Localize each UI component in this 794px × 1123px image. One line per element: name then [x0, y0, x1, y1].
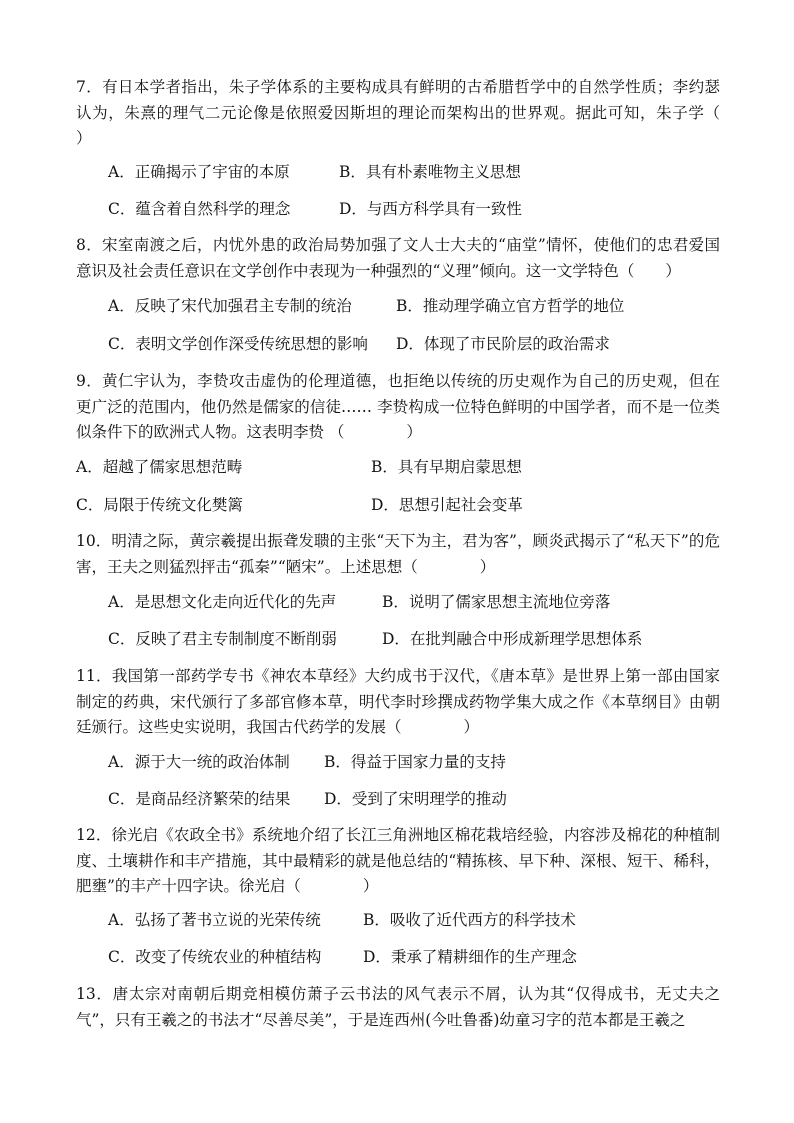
- question-9-stem: [76, 369, 720, 446]
- question-10-stem: [76, 529, 720, 580]
- question-stem-text: 10．明清之际，黄宗羲提出振聋发聩的主张“天下为主，君为客”，顾炎武揭示了“私天下”的危害，王夫之则猛烈抨击“孤秦”“陋宋”。上述思想（ ）: [76, 532, 720, 576]
- question-stem-text: 12．徐光启《农政全书》系统地介绍了长江三角洲地区棉花栽培经验，内容涉及棉花的种植制度、土壤耕作和丰产措施，其中最精彩的就是他总结的“精拣核、早下种、深根、短干、稀科，肥壅”的丰产十四字诀。徐光启（ ）: [76, 826, 720, 895]
- question-12-option-b: B．吸收了近代西方的科学技术: [363, 911, 576, 929]
- question-10-option-c: C．反映了君主专制制度不断削弱: [108, 630, 337, 648]
- question-8-option-a: A．反映了宋代加强君主专制的统治: [108, 297, 352, 315]
- question-8-option-d: D．体现了市民阶层的政治需求: [396, 335, 610, 353]
- question-7-option-c: C．蕴含着自然科学的理念: [108, 200, 291, 218]
- question-stem-text: 9．黄仁宇认为，李贽攻击虚伪的伦理道德，也拒绝以传统的历史观作为自己的历史观，但在更广泛的范围内，他仍然是儒家的信徒…… 李贽构成一位特色鲜明的中国学者，而不是一位类似条件下的欧洲式人物。这表明李贽 （ ）: [76, 372, 720, 441]
- question-7-option-b: B．具有朴素唯物主义思想: [339, 163, 521, 181]
- question-10-option-b: B．说明了儒家思想主流地位旁落: [382, 593, 611, 611]
- question-stem-text: 8．宋室南渡之后，内忧外患的政治局势加强了文人士大夫的“庙堂”情怀，使他们的忠君爱国意识及社会责任意识在文学创作中表现为一种强烈的“义理”倾向。这一文学特色（ ）: [76, 236, 720, 280]
- question-12-option-a: A．弘扬了著书立说的光荣传统: [108, 911, 321, 929]
- question-stem-text: 11．我国第一部药学专书《神农本草经》大约成书于汉代，《唐本草》是世界上第一部由国家制定的药典，宋代颁行了多部官修本草，明代李时珍撰成药物学集大成之作《本草纲目》由朝廷颁行。这些史实说明，我国古代药学的发展（ ）: [76, 667, 720, 736]
- question-12-option-c: C．改变了传统农业的种植结构: [108, 948, 322, 966]
- question-stem-text: 7．有日本学者指出，朱子学体系的主要构成具有鲜明的古希腊哲学中的自然学性质；李约瑟认为，朱熹的理气二元论像是依照爱因斯坦的理论而架构出的世界观。据此可知，朱子学（ ）: [76, 78, 783, 147]
- question-9-option-d: D．思想引起社会变革: [371, 496, 523, 514]
- question-11-stem: [76, 664, 720, 741]
- question-9-option-b: B．具有早期启蒙思想: [371, 458, 522, 476]
- question-11-option-c: C．是商品经济繁荣的结果: [108, 790, 291, 808]
- question-stem-text: 13．唐太宗对南朝后期竞相模仿萧子云书法的风气表示不屑，认为其“仅得成书，无丈夫之气”，只有王羲之的书法才“尽善尽美”，于是连西州(今吐鲁番)幼童习字的范本都是王羲之: [76, 985, 720, 1029]
- question-9-option-a: A．超越了儒家思想范畴: [76, 458, 243, 476]
- question-10-option-a: A．是思想文化走向近代化的先声: [108, 593, 337, 611]
- question-11-option-d: D．受到了宋明理学的推动: [324, 790, 507, 808]
- question-8-option-c: C．表明文学创作深受传统思想的影响: [108, 335, 368, 353]
- question-13-stem: [76, 982, 720, 1033]
- question-12-option-d: D．秉承了精耕细作的生产理念: [363, 948, 577, 966]
- question-11-option-a: A．源于大一统的政治体制: [108, 753, 290, 771]
- question-7-option-a: A．正确揭示了宇宙的本原: [108, 163, 290, 181]
- question-7-stem: [76, 75, 783, 152]
- question-12-stem: [76, 823, 720, 900]
- question-8-option-b: B．推动理学确立官方哲学的地位: [396, 297, 625, 315]
- question-11-option-b: B．得益于国家力量的支持: [324, 753, 506, 771]
- question-9-option-c: C．局限于传统文化樊篱: [76, 496, 243, 514]
- question-10-option-d: D．在批判融合中形成新理学思想体系: [382, 630, 643, 648]
- question-8-stem: [76, 233, 720, 284]
- question-7-option-d: D．与西方科学具有一致性: [339, 200, 522, 218]
